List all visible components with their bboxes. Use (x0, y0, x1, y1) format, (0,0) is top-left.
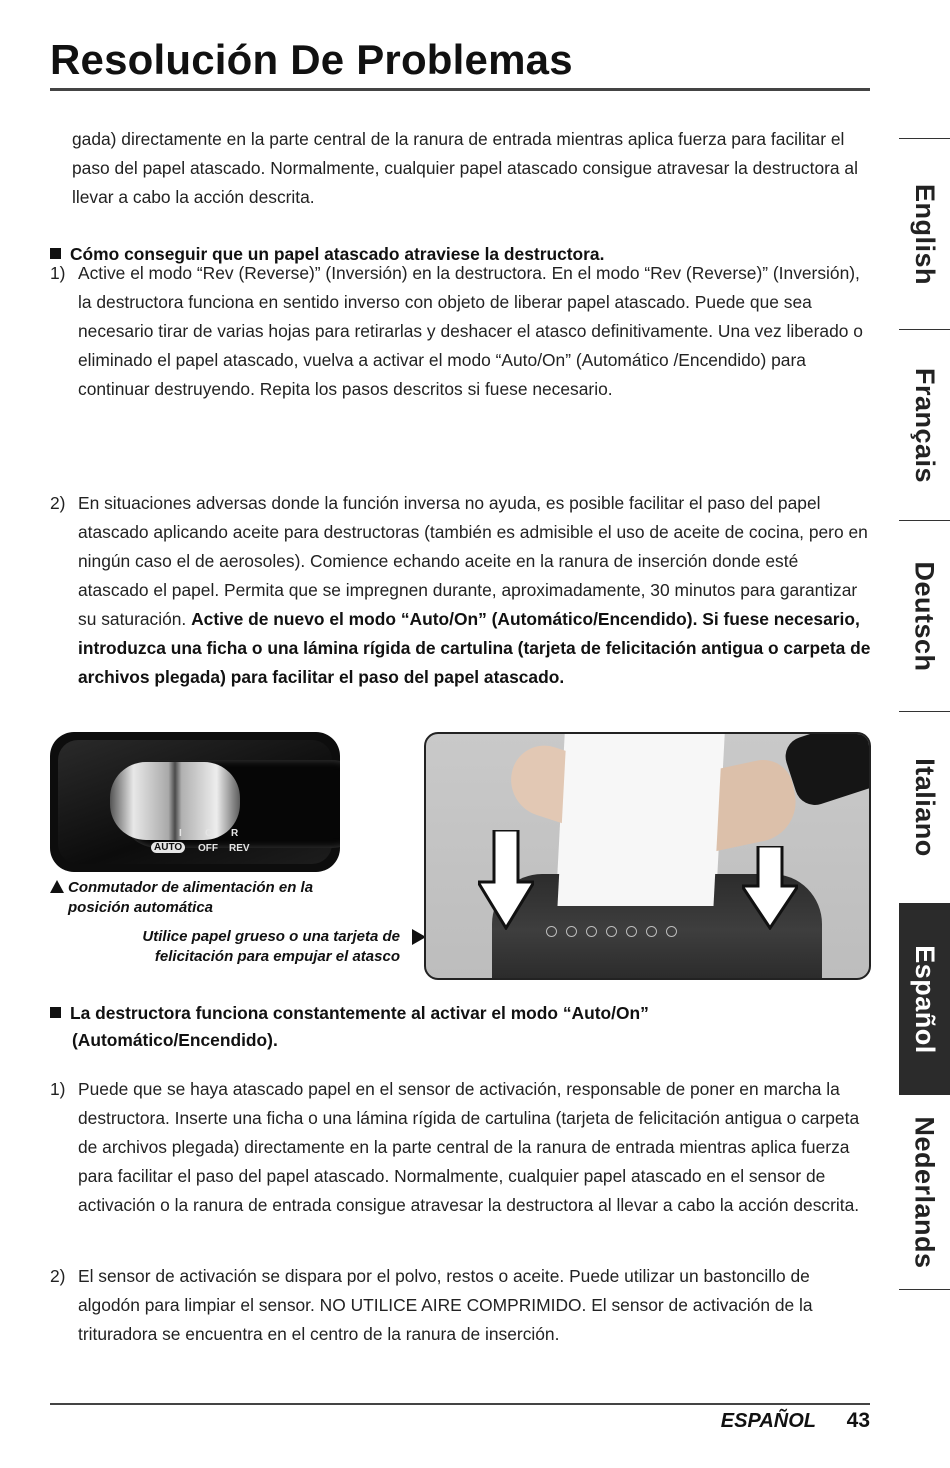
arrow-down-icon (478, 830, 534, 930)
page-number: 43 (846, 1409, 870, 1432)
tab-english[interactable] (899, 139, 950, 329)
section-heading-text-line2: (Automático/Encendido). (72, 1030, 278, 1050)
list-number: 2) (50, 493, 66, 513)
list-item (50, 1075, 872, 1220)
tab-nederlands[interactable] (899, 1096, 950, 1288)
switch-caption (68, 878, 368, 918)
list-item (50, 1262, 872, 1349)
list-text: Puede que se haya atascado papel en el sensor de activación, responsable de poner en marcha la destructora. Inserte una ficha o una lámina rígida de cartulina (tarjeta de felicitación antigua o carpeta de archivos plegada) directamente en la parte central de la ranura de entrada mientras aplica fuerza para facilitar el paso del papel atascado. Normalmente, cualquier papel atascado en el sensor de activación o la ranura de entrada consigue atravesar la destructora al llevar a cabo la acción descrita. (78, 1079, 860, 1215)
tab-espanol[interactable] (899, 903, 950, 1095)
shredder-photo (424, 732, 871, 980)
list-text: El sensor de activación se dispara por el polvo, restos o aceite. Puede utilizar un bastoncillo de algodón para limpiar el sensor. NO UTILICE AIRE COMPRIMIDO. El sensor de activación de la trituradora se encuentra en el centro de la ranura de inserción. (78, 1266, 813, 1344)
power-switch-photo (50, 732, 340, 872)
list-text-regular: En situaciones adversas donde la función inversa no ayuda, es posible facilitar el paso del papel atascado aplicando aceite para destructoras (también es admisible el uso de aceite de cocina, pero en ningún caso el de aerosoles). Comience echando aceite en la ranura de inserción donde esté atascado el papel. Permita que se impregnen durante, aproximadamente, 30 minutos para garantizar su saturación. (78, 493, 868, 629)
section-heading-auto-on (50, 1000, 870, 1054)
title-divider (50, 88, 870, 91)
bullet-square-icon (50, 1007, 61, 1018)
tab-label: Français (910, 367, 940, 483)
panel-indicator (666, 926, 677, 937)
tab-francais[interactable] (899, 330, 950, 520)
panel-indicator (586, 926, 597, 937)
panel-indicator (606, 926, 617, 937)
page-title: Resolución De Problemas (50, 36, 573, 83)
tab-label: Deutsch (910, 560, 940, 672)
triangle-up-icon (50, 880, 64, 893)
switch-label-i: I (179, 828, 182, 839)
switch-label-o: O (205, 828, 213, 839)
switch-label-r: R (231, 828, 239, 839)
switch-label-rev: REV (229, 843, 250, 854)
tab-label: Italiano (910, 757, 941, 857)
switch-knob (110, 762, 240, 840)
list-item (50, 489, 872, 692)
tab-label: English (910, 183, 941, 285)
footer-divider (50, 1403, 870, 1405)
tab-label: Español (910, 944, 940, 1054)
panel-indicator (626, 926, 637, 937)
shredder-caption (100, 927, 420, 967)
tab-deutsch[interactable] (899, 521, 950, 711)
switch-label-auto: AUTO (151, 842, 185, 853)
list-text-bold: Active de nuevo el modo “Auto/On” (Automático/Encendido). Si fuese necesario, introduzca una ficha o una lámina rígida de cartulina (tarjeta de felicitación antigua o carpeta de archivos plegada) para facilitar el paso del papel atascado. (78, 609, 871, 687)
list-text: Active el modo “Rev (Reverse)” (Inversión) en la destructora. En el modo “Rev (Reverse)” (Inversión), la destructora funciona en sentido inverso con objeto de liberar papel atascado. Puede que sea necesario tirar de varias hojas para retirarlas y deshacer el atasco definitivamente. Una vez liberado o eliminado el papel atascado, vuelva a activar el modo “Auto/On” (Automático /Encendido) para continuar destruyendo. Repita los pasos descritos si fuese necesario. (78, 263, 863, 399)
paper-sheet-front (557, 734, 722, 906)
footer-language: ESPAÑOL (720, 1410, 816, 1432)
panel-indicator (566, 926, 577, 937)
tab-italiano[interactable] (899, 712, 950, 902)
list-number: 1) (50, 1079, 66, 1099)
arrow-down-icon (742, 846, 798, 930)
section-heading-text: Cómo conseguir que un papel atascado atraviese la destructora. (70, 244, 605, 264)
bullet-square-icon (50, 248, 61, 259)
switch-caption-text: Conmutador de alimentación en la posición automática (68, 879, 314, 916)
list-number: 2) (50, 1266, 66, 1286)
panel-indicator (546, 926, 557, 937)
list-number: 1) (50, 263, 66, 283)
list-item (50, 259, 872, 404)
tab-divider (899, 1289, 950, 1290)
panel-indicator (646, 926, 657, 937)
tab-label: Nederlands (910, 1115, 940, 1269)
intro-paragraph: gada) directamente en la parte central de la ranura de entrada mientras aplica fuerza para facilitar el paso del papel atascado. Normalmente, cualquier papel atascado consigue atravesar la destructora al llevar a cabo la acción descrita. (72, 129, 858, 207)
list-text (78, 489, 872, 692)
shredder-caption-text: Utilice papel grueso o una tarjeta de felicitación para empujar el atasco (142, 928, 400, 965)
section-heading-text: La destructora funciona constantemente al activar el modo “Auto/On” (70, 1003, 649, 1023)
switch-label-off: OFF (198, 843, 218, 854)
shredder-control-panel (546, 926, 706, 956)
